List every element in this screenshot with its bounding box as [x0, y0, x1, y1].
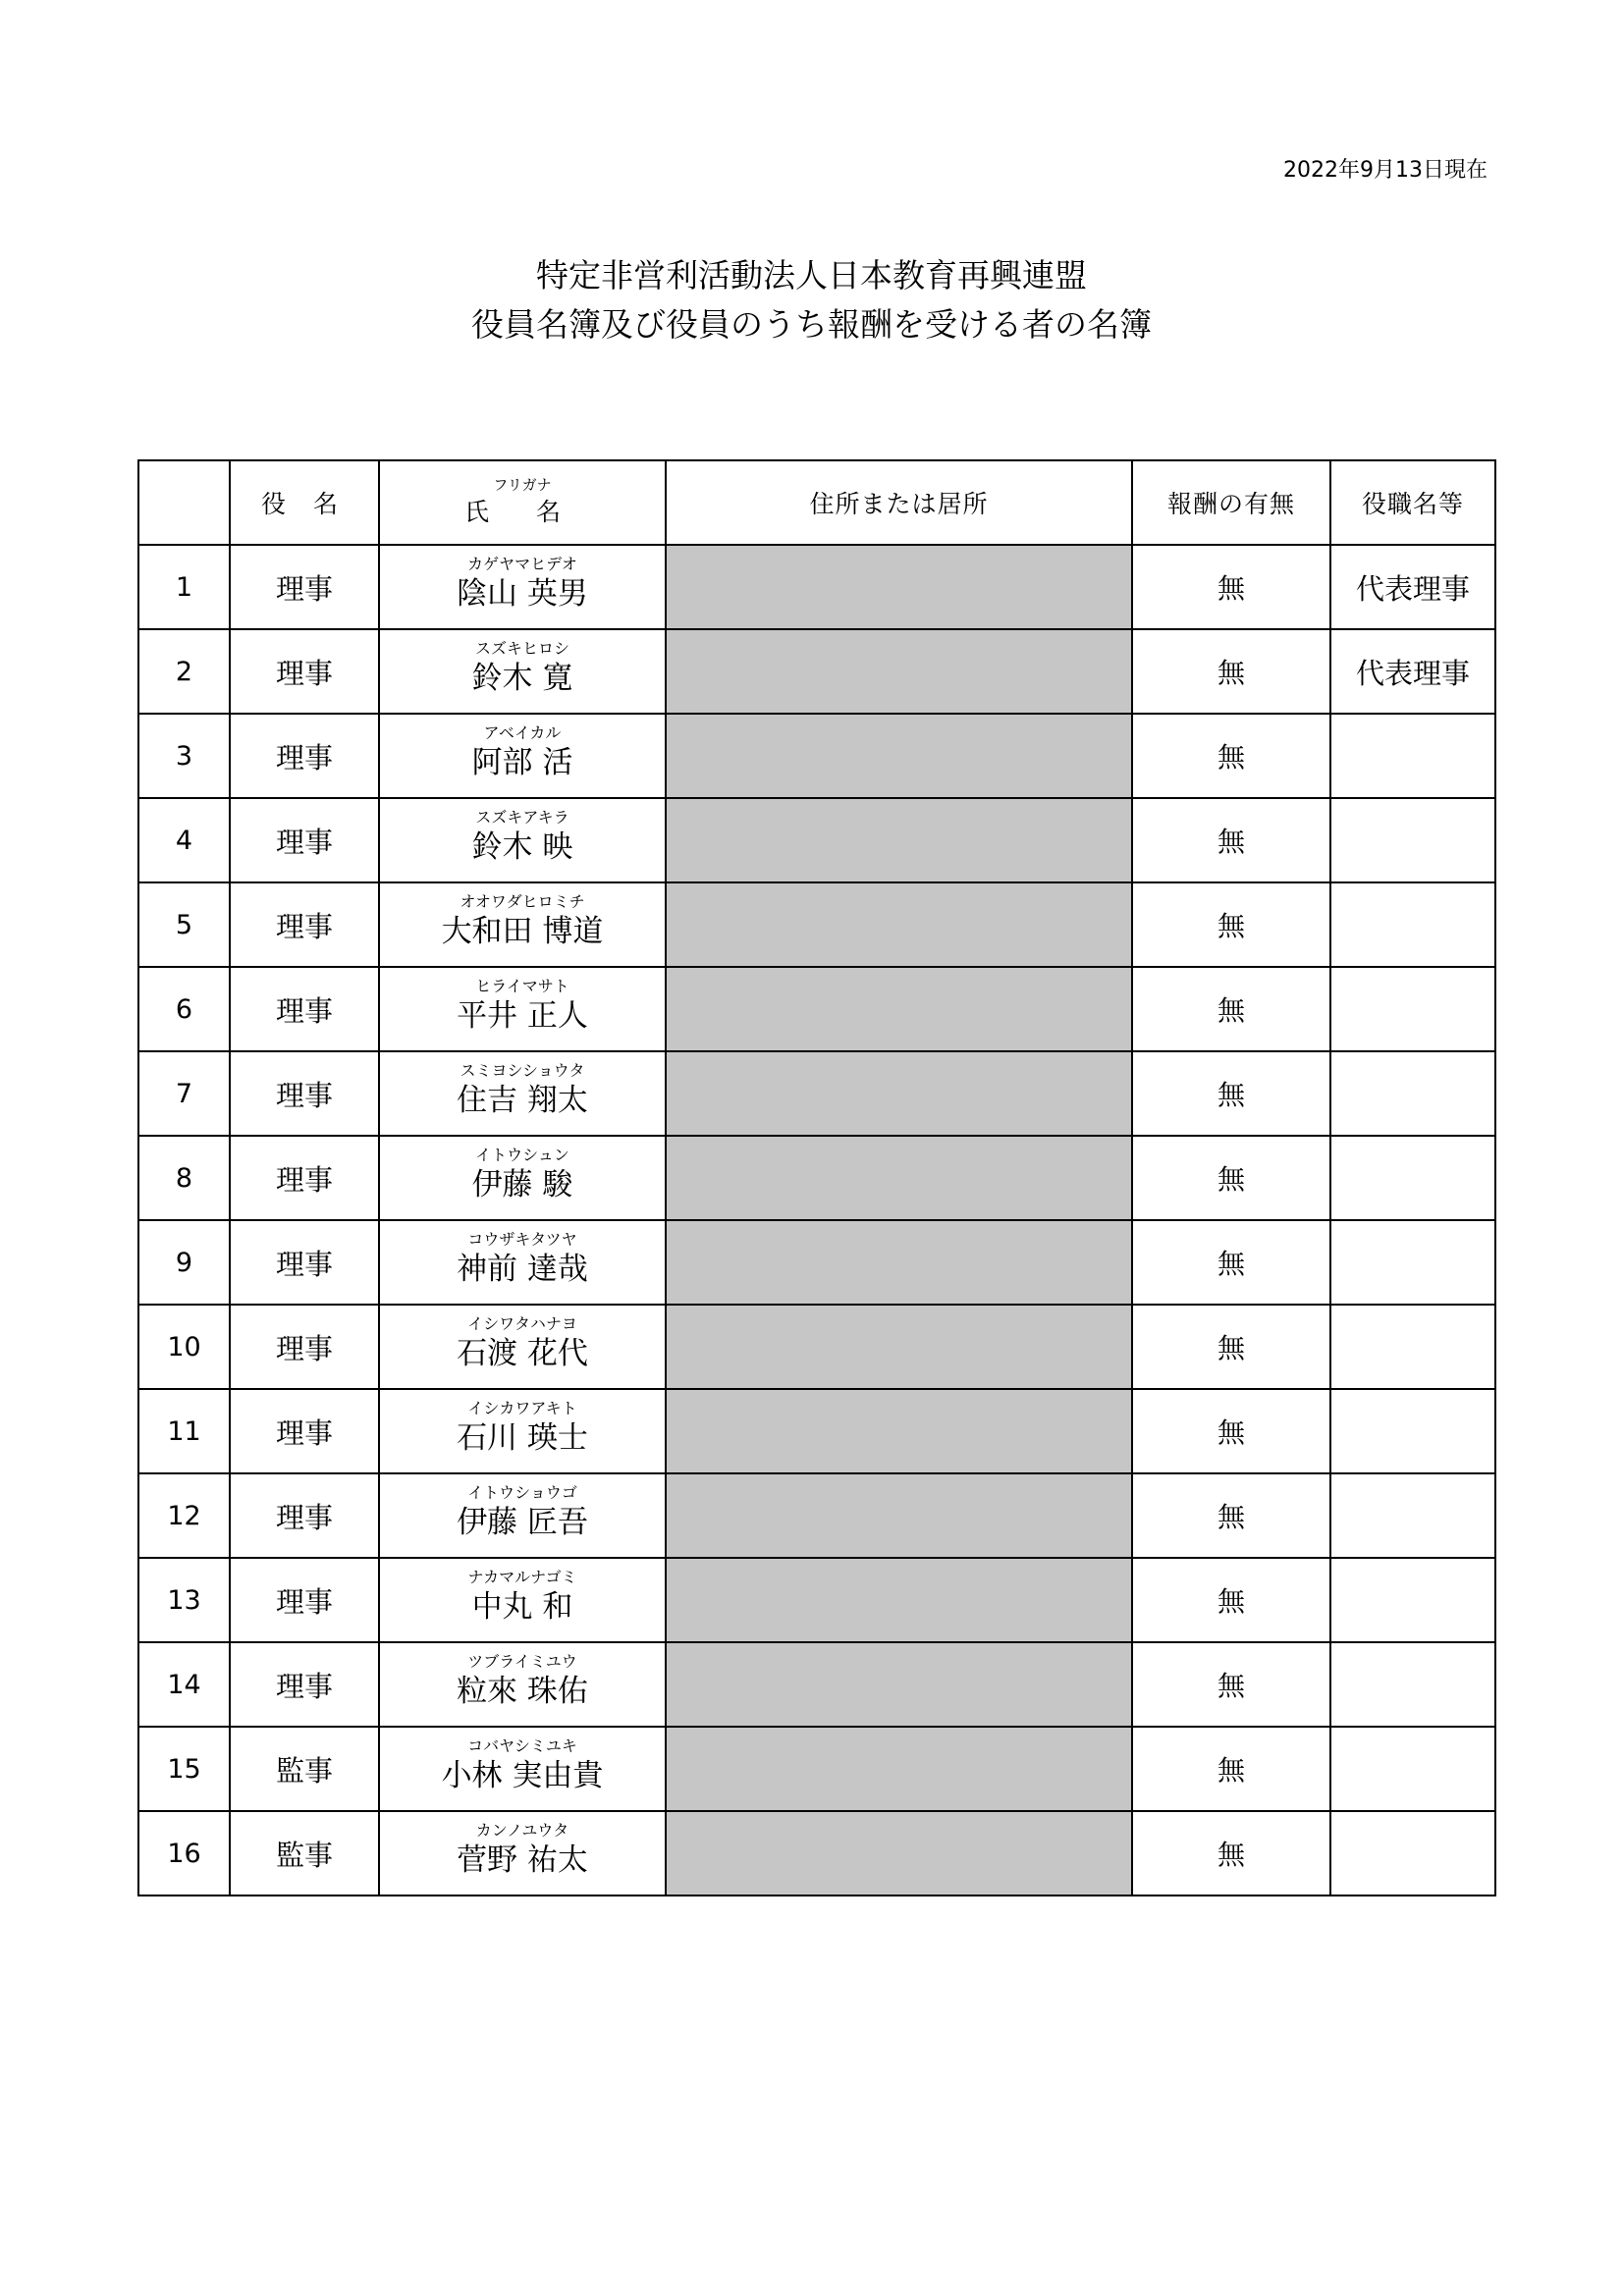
- table-row: [138, 1727, 1495, 1811]
- table-row: [138, 882, 1495, 967]
- table-row: [138, 967, 1495, 1051]
- row-name: [379, 545, 666, 629]
- row-name: [379, 1473, 666, 1558]
- table-row: [138, 1389, 1495, 1473]
- row-name-kanji: 菅野 祐太: [457, 1842, 588, 1878]
- row-role: 理事: [230, 1473, 379, 1558]
- row-remuneration: 無: [1132, 1136, 1330, 1220]
- row-name-kanji: 伊藤 匠吾: [457, 1505, 588, 1540]
- row-number: 8: [138, 1136, 230, 1220]
- row-role: 理事: [230, 1389, 379, 1473]
- row-number: 9: [138, 1220, 230, 1305]
- row-name: [379, 1305, 666, 1389]
- table-row: [138, 1220, 1495, 1305]
- document-date: 2022年9月13日現在: [1283, 158, 1488, 183]
- row-name-kanji: 石渡 花代: [457, 1336, 588, 1371]
- row-title: [1330, 714, 1495, 798]
- row-name: [379, 1136, 666, 1220]
- row-title: [1330, 1220, 1495, 1305]
- row-name-kanji: 鈴木 寛: [471, 661, 573, 696]
- row-name: [379, 1642, 666, 1727]
- row-title: [1330, 882, 1495, 967]
- row-name: [379, 629, 666, 714]
- row-number: 16: [138, 1811, 230, 1896]
- row-title: 代表理事: [1330, 629, 1495, 714]
- row-role: 監事: [230, 1811, 379, 1896]
- header-row: [138, 460, 1495, 545]
- row-address-redacted: [666, 1558, 1132, 1642]
- row-name: [379, 714, 666, 798]
- row-role: 理事: [230, 1642, 379, 1727]
- row-role: 理事: [230, 714, 379, 798]
- row-role: 理事: [230, 967, 379, 1051]
- row-title: [1330, 967, 1495, 1051]
- row-number: 12: [138, 1473, 230, 1558]
- row-title: [1330, 1051, 1495, 1136]
- row-name: [379, 1389, 666, 1473]
- row-name: [379, 798, 666, 882]
- row-role: 理事: [230, 798, 379, 882]
- row-name-kanji: 伊藤 駿: [471, 1167, 573, 1202]
- document-title: [0, 251, 1623, 349]
- row-remuneration: 無: [1132, 1051, 1330, 1136]
- row-furigana: ツブライミユウ: [467, 1652, 577, 1671]
- row-name-kanji: 小林 実由貴: [441, 1758, 604, 1793]
- row-remuneration: 無: [1132, 1473, 1330, 1558]
- row-address-redacted: [666, 1051, 1132, 1136]
- row-number: 15: [138, 1727, 230, 1811]
- title-line-2: 役員名簿及び役員のうち報酬を受ける者の名簿: [471, 305, 1152, 344]
- row-name-kanji: 鈴木 映: [471, 829, 573, 865]
- row-name-kanji: 平井 正人: [457, 998, 588, 1034]
- header-name-label: 氏 名: [464, 498, 580, 526]
- row-address-redacted: [666, 1136, 1132, 1220]
- header-furigana: フリガナ: [493, 476, 552, 494]
- row-role: 理事: [230, 629, 379, 714]
- table-row: [138, 1051, 1495, 1136]
- row-name-kanji: 石川 瑛士: [457, 1420, 588, 1456]
- row-role: 監事: [230, 1727, 379, 1811]
- row-furigana: アベイカル: [483, 723, 562, 742]
- row-number: 14: [138, 1642, 230, 1727]
- row-name: [379, 1727, 666, 1811]
- header-address: 住所または居所: [666, 460, 1132, 545]
- row-name: [379, 1811, 666, 1896]
- row-number: 6: [138, 967, 230, 1051]
- row-furigana: ヒライマサト: [475, 977, 569, 995]
- row-furigana: カンノユウタ: [475, 1821, 569, 1840]
- row-title: [1330, 1558, 1495, 1642]
- row-name-kanji: 神前 達哉: [457, 1252, 588, 1287]
- table-row: [138, 1136, 1495, 1220]
- table-row: [138, 1811, 1495, 1896]
- row-remuneration: 無: [1132, 629, 1330, 714]
- row-title: 代表理事: [1330, 545, 1495, 629]
- row-furigana: イトウシュン: [475, 1146, 569, 1164]
- table-row: [138, 545, 1495, 629]
- row-name-kanji: 中丸 和: [471, 1589, 573, 1625]
- row-role: 理事: [230, 1305, 379, 1389]
- header-title: 役職名等: [1330, 460, 1495, 545]
- header-number: [138, 460, 230, 545]
- table-row: [138, 798, 1495, 882]
- row-name: [379, 1220, 666, 1305]
- row-role: 理事: [230, 882, 379, 967]
- row-address-redacted: [666, 714, 1132, 798]
- row-address-redacted: [666, 1727, 1132, 1811]
- row-remuneration: 無: [1132, 545, 1330, 629]
- row-title: [1330, 1642, 1495, 1727]
- row-furigana: スミヨシショウタ: [460, 1061, 585, 1080]
- row-title: [1330, 1473, 1495, 1558]
- row-name-kanji: 大和田 博道: [441, 914, 604, 949]
- header-name: [379, 460, 666, 545]
- row-address-redacted: [666, 1473, 1132, 1558]
- row-address-redacted: [666, 1642, 1132, 1727]
- row-furigana: イトウショウゴ: [467, 1483, 577, 1502]
- row-remuneration: 無: [1132, 967, 1330, 1051]
- table-row: [138, 1642, 1495, 1727]
- row-title: [1330, 1389, 1495, 1473]
- title-line-1: 特定非営利活動法人日本教育再興連盟: [536, 256, 1087, 294]
- row-remuneration: 無: [1132, 1811, 1330, 1896]
- row-number: 1: [138, 545, 230, 629]
- row-name: [379, 882, 666, 967]
- table-row: [138, 1305, 1495, 1389]
- row-number: 4: [138, 798, 230, 882]
- row-remuneration: 無: [1132, 1305, 1330, 1389]
- table-row: [138, 629, 1495, 714]
- row-role: 理事: [230, 1136, 379, 1220]
- row-furigana: スズキアキラ: [475, 808, 569, 827]
- row-role: 理事: [230, 545, 379, 629]
- row-address-redacted: [666, 798, 1132, 882]
- row-remuneration: 無: [1132, 714, 1330, 798]
- row-address-redacted: [666, 629, 1132, 714]
- row-remuneration: 無: [1132, 1389, 1330, 1473]
- row-address-redacted: [666, 1389, 1132, 1473]
- row-furigana: イシワタハナヨ: [467, 1314, 577, 1333]
- row-furigana: コウザキタツヤ: [467, 1230, 577, 1249]
- row-title: [1330, 798, 1495, 882]
- table-row: [138, 714, 1495, 798]
- row-address-redacted: [666, 967, 1132, 1051]
- row-title: [1330, 1811, 1495, 1896]
- row-remuneration: 無: [1132, 798, 1330, 882]
- row-name: [379, 967, 666, 1051]
- row-furigana: イシカワアキト: [467, 1399, 577, 1417]
- row-furigana: カゲヤマヒデオ: [467, 555, 577, 573]
- row-address-redacted: [666, 1220, 1132, 1305]
- row-furigana: ナカマルナゴミ: [467, 1568, 577, 1586]
- row-remuneration: 無: [1132, 1727, 1330, 1811]
- header-remuneration: 報酬の有無: [1132, 460, 1330, 545]
- header-role: 役 名: [230, 460, 379, 545]
- officer-roster-table: [137, 459, 1496, 1896]
- row-name: [379, 1558, 666, 1642]
- row-address-redacted: [666, 545, 1132, 629]
- row-remuneration: 無: [1132, 882, 1330, 967]
- row-number: 7: [138, 1051, 230, 1136]
- row-furigana: オオワダヒロミチ: [460, 892, 585, 911]
- row-title: [1330, 1136, 1495, 1220]
- row-number: 10: [138, 1305, 230, 1389]
- row-address-redacted: [666, 882, 1132, 967]
- row-name-kanji: 阿部 活: [471, 745, 573, 780]
- row-role: 理事: [230, 1220, 379, 1305]
- row-remuneration: 無: [1132, 1220, 1330, 1305]
- row-remuneration: 無: [1132, 1642, 1330, 1727]
- row-number: 5: [138, 882, 230, 967]
- row-remuneration: 無: [1132, 1558, 1330, 1642]
- row-title: [1330, 1305, 1495, 1389]
- table-row: [138, 1473, 1495, 1558]
- row-number: 2: [138, 629, 230, 714]
- table-row: [138, 1558, 1495, 1642]
- row-title: [1330, 1727, 1495, 1811]
- row-address-redacted: [666, 1305, 1132, 1389]
- row-role: 理事: [230, 1051, 379, 1136]
- roster-body: [138, 545, 1495, 1896]
- row-role: 理事: [230, 1558, 379, 1642]
- row-number: 11: [138, 1389, 230, 1473]
- row-number: 3: [138, 714, 230, 798]
- row-name: [379, 1051, 666, 1136]
- row-number: 13: [138, 1558, 230, 1642]
- row-name-kanji: 住吉 翔太: [457, 1083, 588, 1118]
- row-address-redacted: [666, 1811, 1132, 1896]
- row-furigana: コバヤシミユキ: [467, 1736, 577, 1755]
- row-furigana: スズキヒロシ: [474, 639, 569, 658]
- row-name-kanji: 陰山 英男: [457, 576, 588, 612]
- row-name-kanji: 粒來 珠佑: [457, 1674, 588, 1709]
